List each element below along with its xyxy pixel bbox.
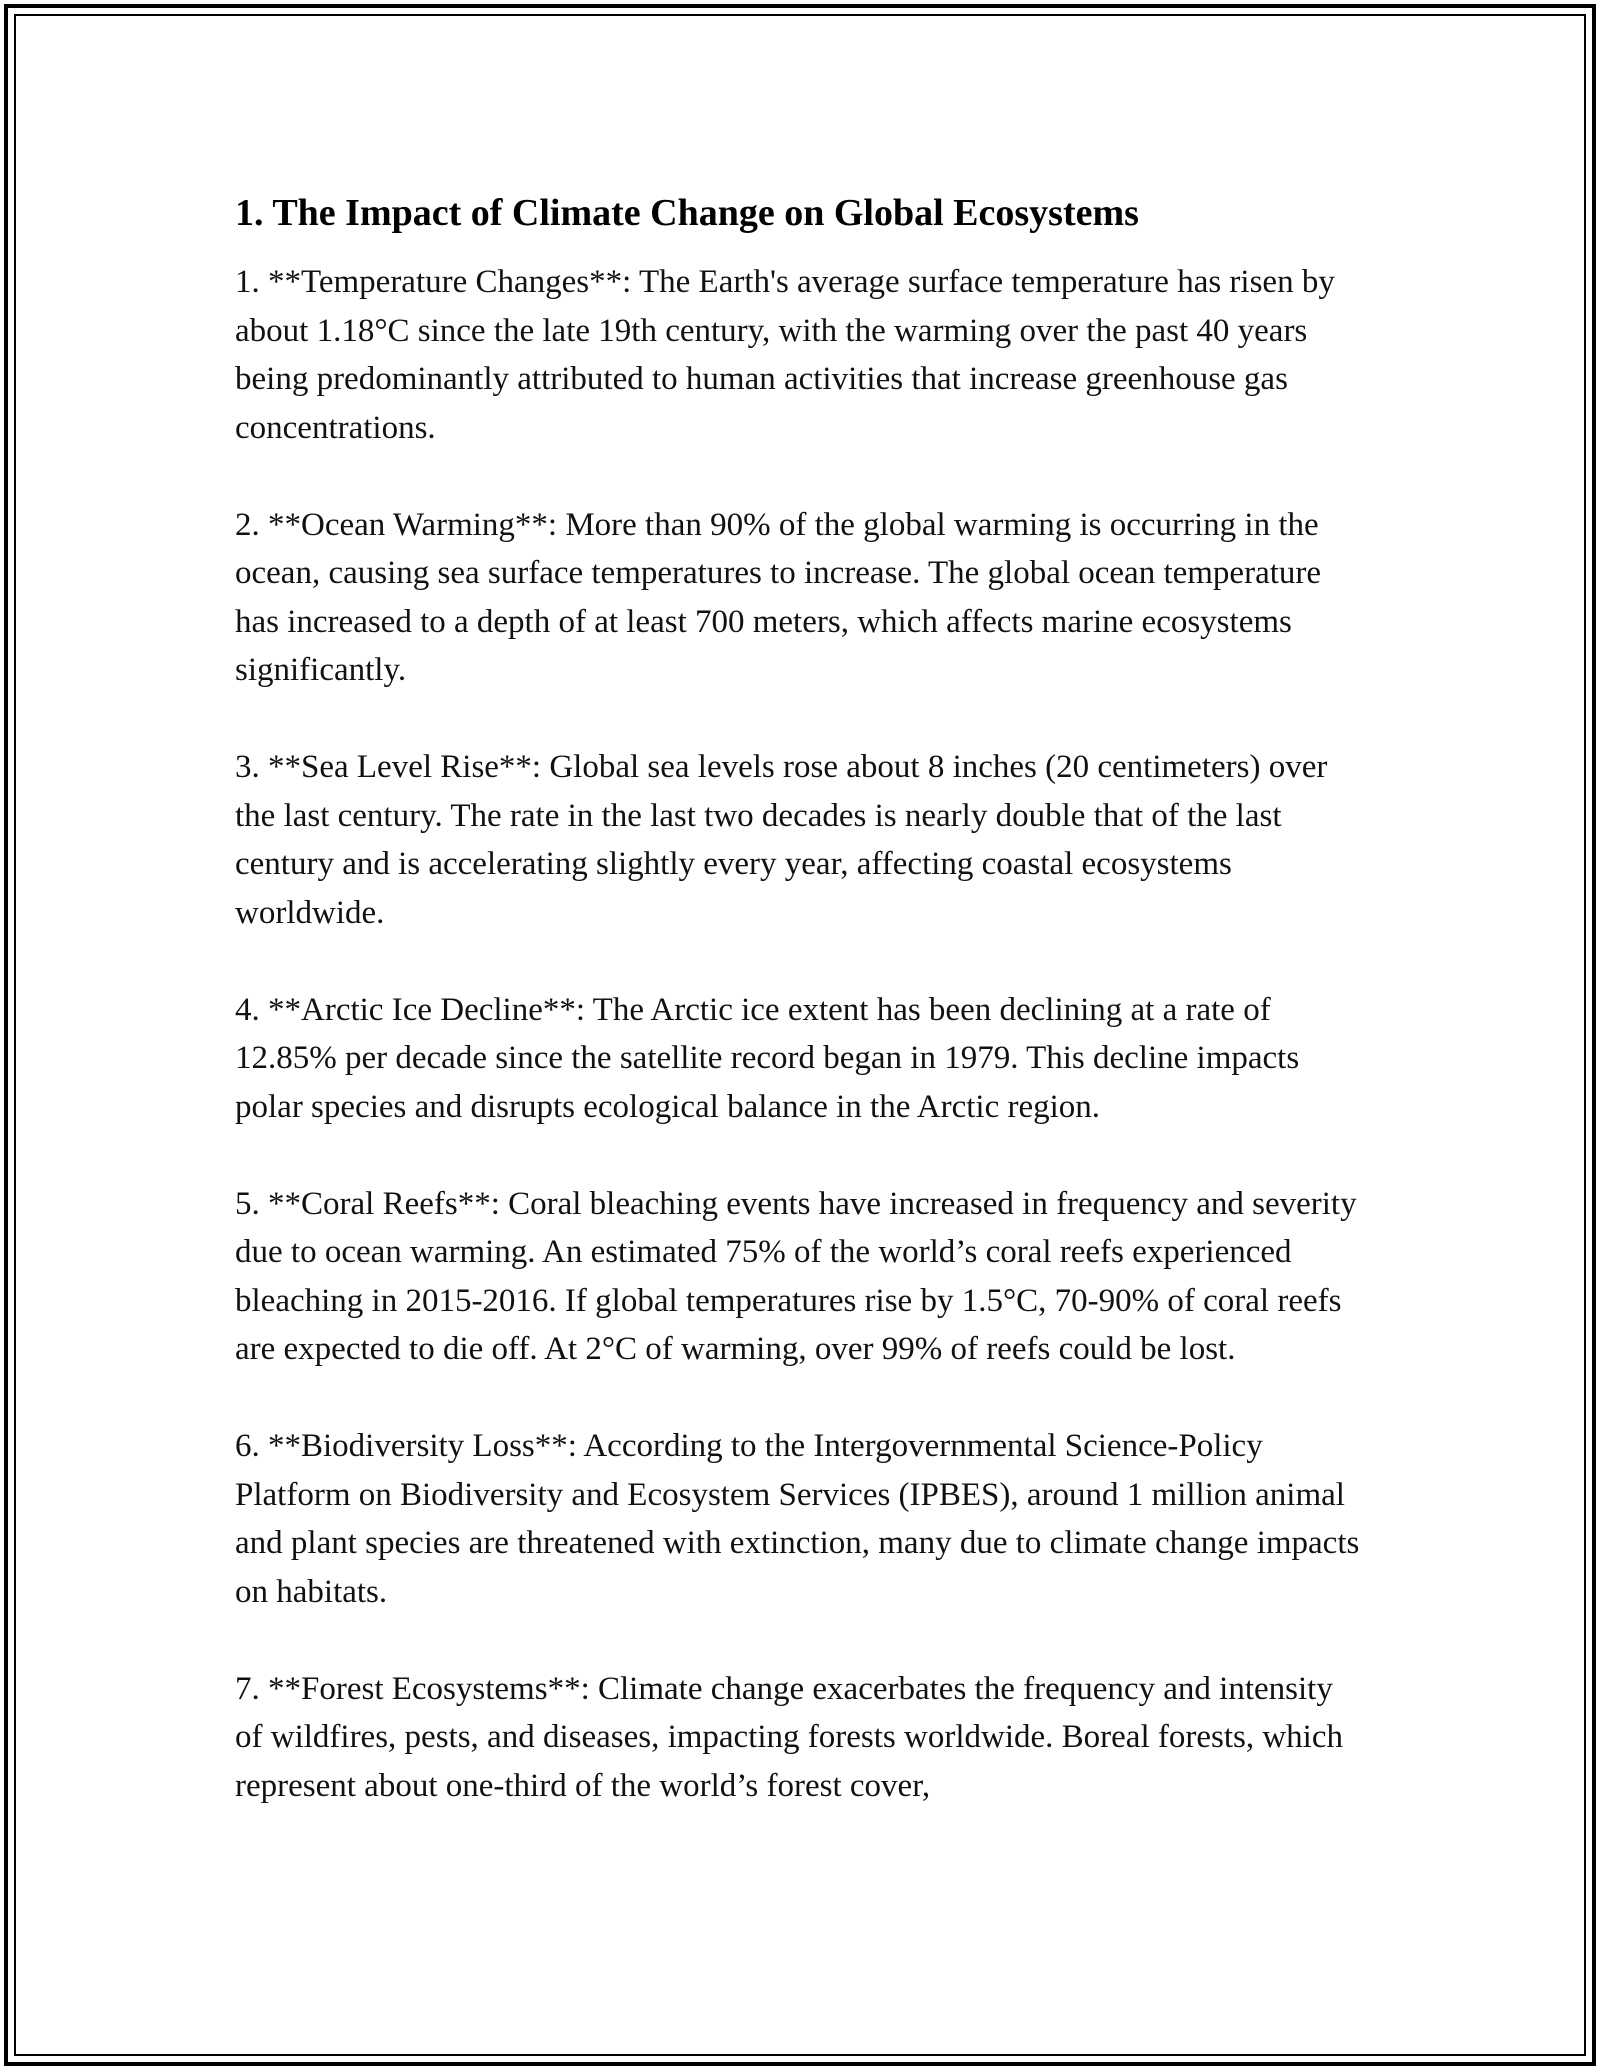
paragraph-sea-level-rise: 3. **Sea Level Rise**: Global sea levels rose about 8 inches (20 centimeters) over the last century. The rate in the last two decades is nearly double that of the last century and is accelerating slightly every year, affecting coastal ecosystems worldwide. [235,749,1328,931]
paragraph-arctic-ice-decline: 4. **Arctic Ice Decline**: The Arctic ice extent has been declining at a rate of 12.85% per decade since the satellite record began in 1979. This decline impacts polar species and disrupts ecological balance in the Arctic region. [235,991,1300,1125]
paragraph-forest-ecosystems: 7. **Forest Ecosystems**: Climate change exacerbates the frequency and intensity of wildfires, pests, and diseases, impacting forests worldwide. Boreal forests, which represent about one-third of the world’s forest cover, [235,1670,1343,1804]
paragraph-temperature-changes: 1. **Temperature Changes**: The Earth's average surface temperature has risen by about 1.18°C since the late 19th century, with the warming over the past 40 years being predominantly attributed to human activities that increase greenhouse gas concentrations. [235,264,1335,446]
paragraph-biodiversity-loss: 6. **Biodiversity Loss**: According to the Intergovernmental Science-Policy Platform on Biodiversity and Ecosystem Services (IPBES), around 1 million animal and plant species are threatened with extinction, many due to climate change impacts on habitats. [235,1428,1360,1610]
paragraph-coral-reefs: 5. **Coral Reefs**: Coral bleaching events have increased in frequency and severity due to ocean warming. An estimated 75% of the world’s coral reefs experienced bleaching in 2015-2016. If global temperatures rise by 1.5°C, 70-90% of coral reefs are expected to die off. At 2°C of warming, over 99% of reefs could be lost. [235,1185,1357,1367]
document-body [235,186,1365,1859]
paragraph-ocean-warming: 2. **Ocean Warming**: More than 90% of the global warming is occurring in the ocean, causing sea surface temperatures to increase. The global ocean temperature has increased to a depth of at least 700 meters, which affects marine ecosystems significantly. [235,506,1322,688]
document-title: 1. The Impact of Climate Change on Global Ecosystems [235,192,1139,234]
